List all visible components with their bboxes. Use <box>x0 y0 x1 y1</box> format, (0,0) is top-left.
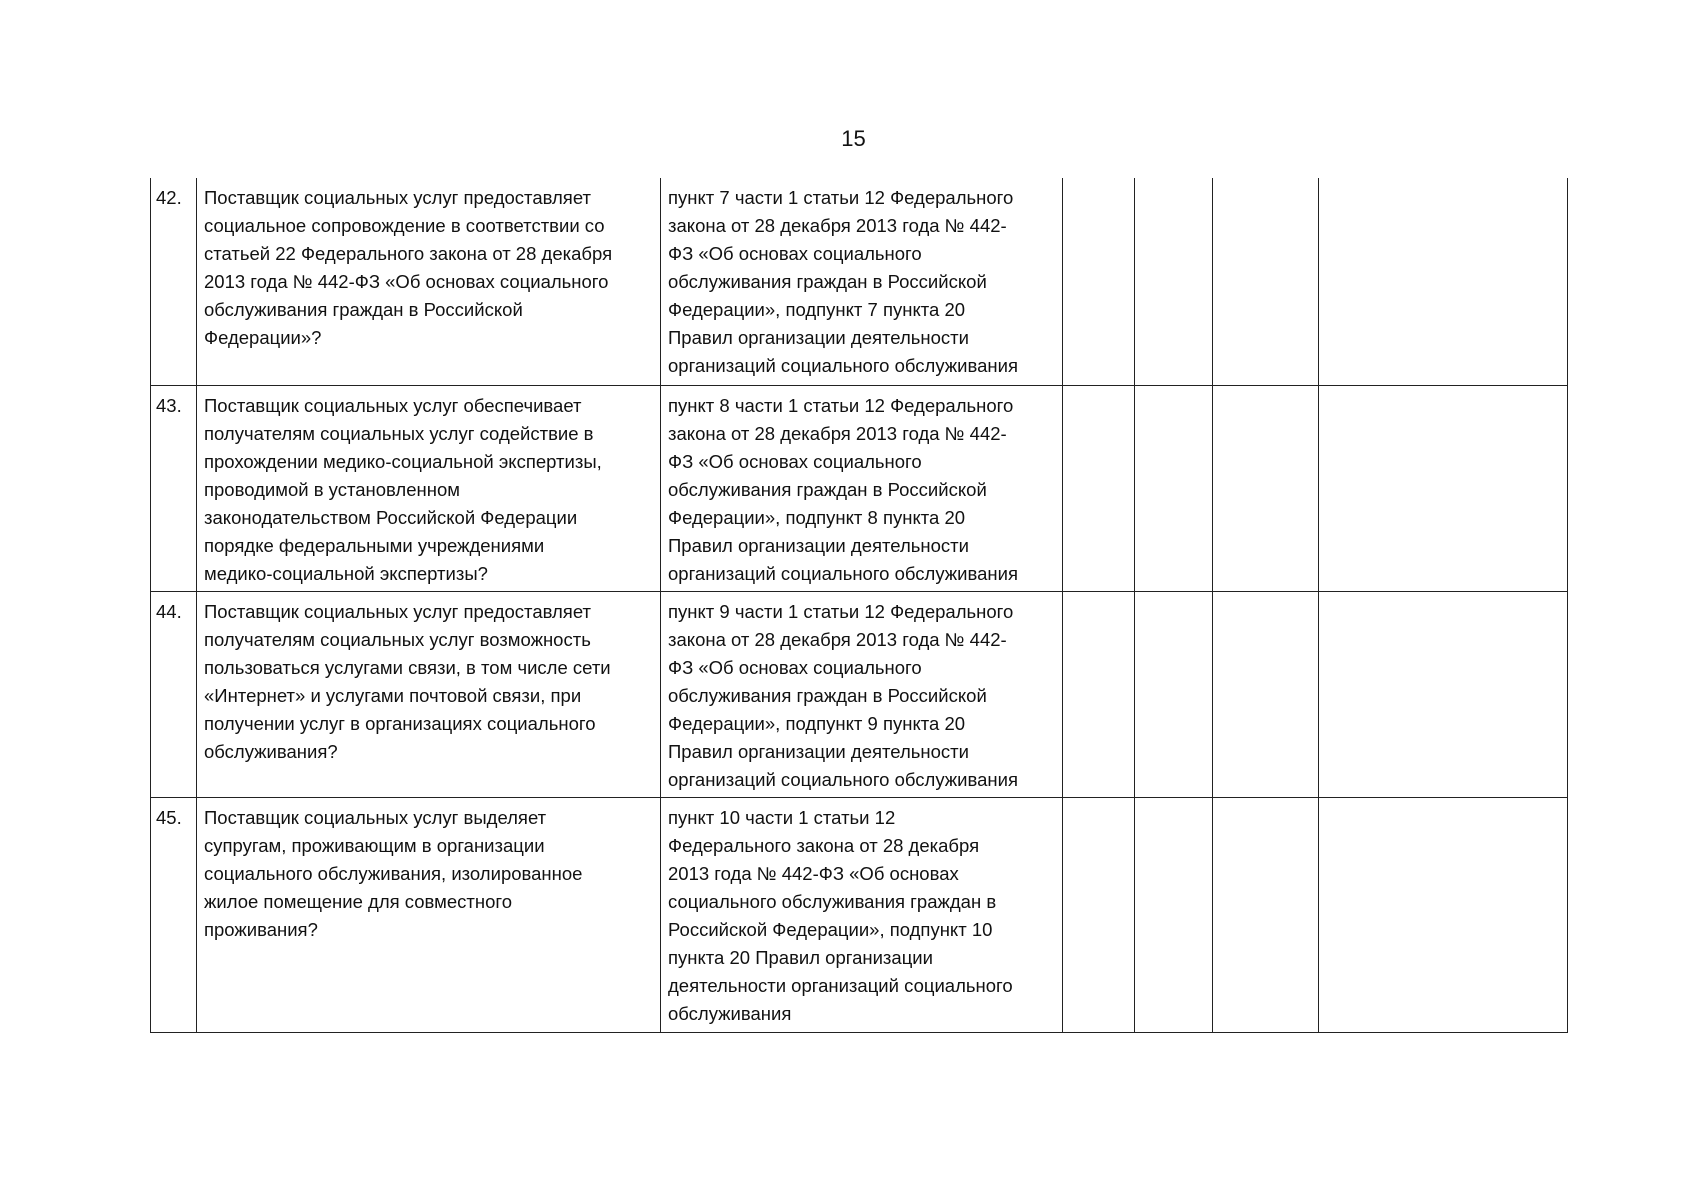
row-number: 45. <box>151 797 197 1032</box>
question-text: Поставщик социальных услуг предоставляет социальное сопровождение в соответствии со статьей 22 Федерального закона от 28 декабря 2013 года № 442-ФЗ «Об основах социального обслуживания граждан в Российской Федерации»? <box>197 178 661 385</box>
table-row <box>151 385 1568 591</box>
question-text: Поставщик социальных услуг обеспечивает получателям социальных услуг содействие в прохождении медико-социальной экспертизы, проводимой в установленном законодательством Российской Федерации порядке федеральными учреждениями медико-социальной экспертизы? <box>197 385 661 591</box>
table-row <box>151 797 1568 1032</box>
table-row <box>151 178 1568 385</box>
answer-yes-cell <box>1063 591 1135 797</box>
legal-reference: пункт 7 части 1 статьи 12 Федерального закона от 28 декабря 2013 года № 442- ФЗ «Об основах социального обслуживания граждан в Российской Федерации», подпункт 7 пункта 20 Правил организации деятельности организаций социального обслуживания <box>661 178 1063 385</box>
answer-yes-cell <box>1063 797 1135 1032</box>
answer-no-cell <box>1135 385 1213 591</box>
answer-na-cell <box>1213 591 1319 797</box>
answer-na-cell <box>1213 385 1319 591</box>
page-number: 15 <box>841 126 866 151</box>
answer-yes-cell <box>1063 385 1135 591</box>
legal-reference: пункт 8 части 1 статьи 12 Федерального закона от 28 декабря 2013 года № 442- ФЗ «Об основах социального обслуживания граждан в Российской Федерации», подпункт 8 пункта 20 Правил организации деятельности организаций социального обслуживания <box>661 385 1063 591</box>
row-number: 44. <box>151 591 197 797</box>
comment-cell <box>1319 178 1568 385</box>
checklist-table <box>150 178 1568 1033</box>
question-text: Поставщик социальных услуг предоставляет получателям социальных услуг возможность пользоваться услугами связи, в том числе сети «Интернет» и услугами почтовой связи, при получении услуг в организациях социального обслуживания? <box>197 591 661 797</box>
row-number: 43. <box>151 385 197 591</box>
legal-reference: пункт 9 части 1 статьи 12 Федерального закона от 28 декабря 2013 года № 442- ФЗ «Об основах социального обслуживания граждан в Российской Федерации», подпункт 9 пункта 20 Правил организации деятельности организаций социального обслуживания <box>661 591 1063 797</box>
answer-na-cell <box>1213 797 1319 1032</box>
table-row <box>151 591 1568 797</box>
question-text: Поставщик социальных услуг выделяет супругам, проживающим в организации социального обслуживания, изолированное жилое помещение для совместного проживания? <box>197 797 661 1032</box>
comment-cell <box>1319 385 1568 591</box>
comment-cell <box>1319 797 1568 1032</box>
answer-no-cell <box>1135 797 1213 1032</box>
answer-na-cell <box>1213 178 1319 385</box>
answer-no-cell <box>1135 178 1213 385</box>
legal-reference: пункт 10 части 1 статьи 12 Федерального закона от 28 декабря 2013 года № 442-ФЗ «Об основах социального обслуживания граждан в Российской Федерации», подпункт 10 пункта 20 Правил организации деятельности организаций социального обслуживания <box>661 797 1063 1032</box>
answer-yes-cell <box>1063 178 1135 385</box>
row-number: 42. <box>151 178 197 385</box>
comment-cell <box>1319 591 1568 797</box>
answer-no-cell <box>1135 591 1213 797</box>
